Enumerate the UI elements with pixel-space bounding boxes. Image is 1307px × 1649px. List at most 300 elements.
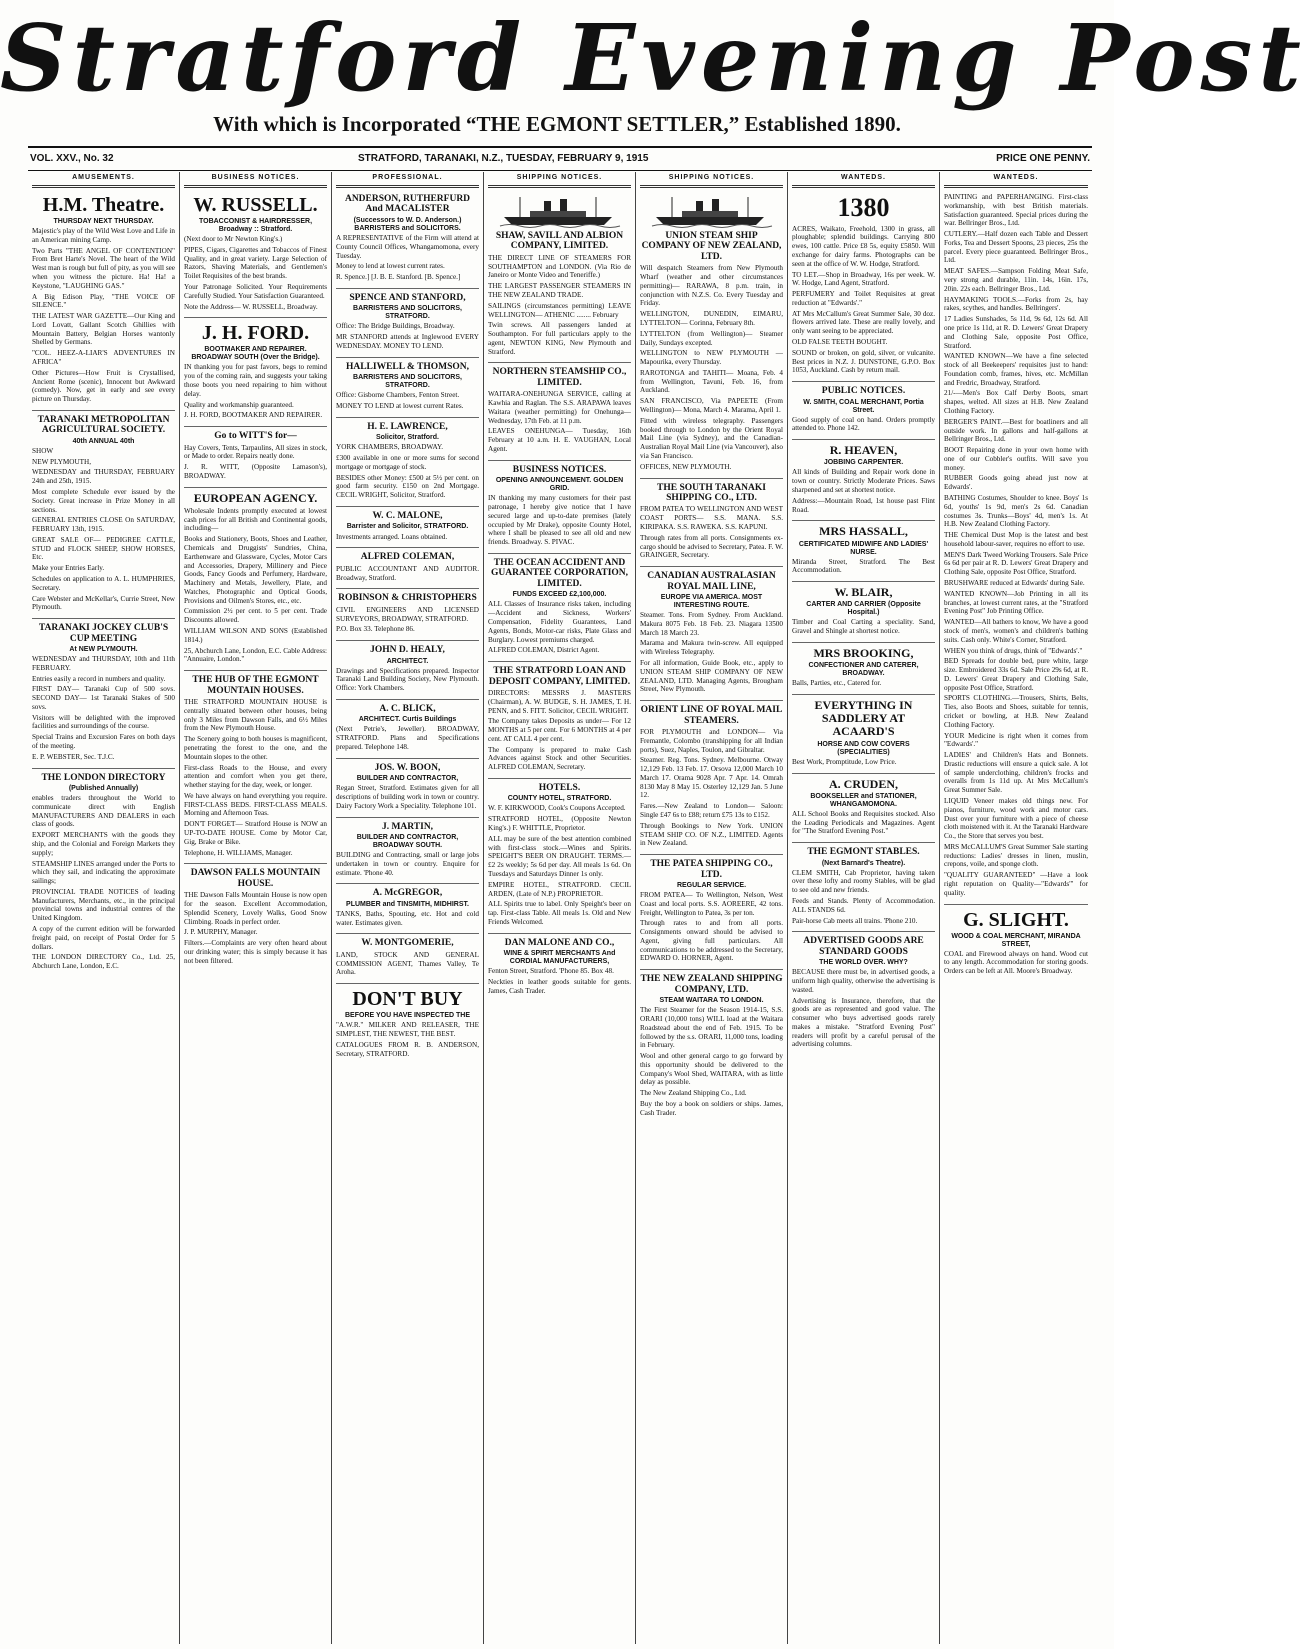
- ad-paragraph: A copy of the current edition will be forwarded freight paid, on receipt of Postal Order for 5 dollars.: [32, 925, 175, 951]
- ad-title: JOHN D. HEALY,: [370, 645, 445, 656]
- advertisement: [336, 418, 479, 507]
- ad-paragraph: WELLINGTON to NEW PLYMOUTH —Mapourika, every Thursday.: [640, 349, 783, 367]
- ad-paragraph: (Next door to Mr Newton King's.): [184, 235, 283, 244]
- newspaper-title: Stratford Evening Post: [0, 4, 1307, 112]
- ad-paragraph: CATALOGUES FROM R. B. ANDERSON, Secretary, STRATFORD.: [336, 1040, 479, 1058]
- ad-paragraph: THE DIRECT LINE OF STEAMERS FOR SOUTHAMPTON and LONDON. (Via Rio de Janeiro or Monte Video and Teneriffe.): [488, 253, 631, 280]
- ad-paragraph: LADIES' and Children's Hats and Bonnets. Drastic reductions will ensure a quick sale. A lot of sample underclothing, children's frocks and overalls from 1s 11d up. At Mrs McCallum's Great Summer Sale.: [944, 751, 1088, 795]
- ad-paragraph: Telephone, H. WILLIAMS, Manager.: [184, 848, 293, 857]
- ad-body: [184, 891, 327, 965]
- advertisement: [336, 289, 479, 358]
- ad-body: [336, 606, 479, 634]
- ad-body: [792, 468, 935, 514]
- ad-subtitle: WINE & SPIRIT MERCHANTS And CORDIAL MANUFACTURERS,: [503, 950, 616, 966]
- ad-paragraph: Your Patronage Solicited. Your Requirements Carefully Studied. Your Satisfaction Guaranteed.: [184, 283, 327, 300]
- ad-paragraph: Through rates to and from all ports. Consignments onward should be advised to Agent, giving full particulars. All communications to be addressed to the Secretary, EDWARD O. HORNER, Agent.: [640, 919, 783, 963]
- ad-paragraph: Note the Address— W. RUSSELL, Broadway.: [184, 302, 318, 311]
- ad-title: THE PATEA SHIPPING CO., LTD.: [650, 859, 773, 880]
- ad-body: [336, 533, 479, 542]
- advertisement: [336, 641, 479, 700]
- column-6: [788, 172, 940, 1644]
- ad-body: [336, 443, 479, 500]
- column-7: [940, 172, 1092, 1644]
- ad-title: ADVERTISED GOODS ARE STANDARD GOODS: [803, 936, 924, 957]
- ad-body: [640, 264, 783, 471]
- ad-paragraph: BRUSHWARE reduced at Edwards' during Sale.: [944, 579, 1085, 588]
- ad-title: J. MARTIN,: [381, 821, 434, 832]
- ad-body: [184, 507, 327, 664]
- ad-paragraph: Good supply of coal on hand. Orders promptly attended to. Phone 142.: [792, 415, 935, 433]
- ad-paragraph: PROVINCIAL TRADE NOTICES of leading Manufacturers, Merchants, etc., in the principal provincial towns and industrial centres of the United Kingdom.: [32, 887, 175, 923]
- ad-paragraph: THE Dawson Falls Mountain House is now open for the season. Excellent Accommodation, Splendid Scenery, Lovely Walks, Good Snow Climbing. Roads in perfect order.: [184, 891, 327, 926]
- ad-paragraph: ALL Spirits true to label. Only Speight's beer on tap. First-class Table. All meals 1s. Old and New Friends Welcomed.: [488, 900, 631, 926]
- ad-title: DON'T BUY: [352, 988, 463, 1011]
- advertisement: [32, 769, 175, 977]
- ad-body: [792, 225, 935, 376]
- ad-paragraph: J. R. WITT, (Opposite Lamason's), BROADWAY.: [184, 463, 327, 480]
- ad-body: [336, 322, 479, 350]
- advertisement: [792, 190, 935, 382]
- advertisement: [32, 190, 175, 411]
- ad-body: [792, 968, 935, 1049]
- advertisement: [640, 479, 783, 568]
- ad-paragraph: THE STRATFORD MOUNTAIN HOUSE is centrally situated between other houses, being only 3 Miles from Dawson Falls, and 6½ Miles from the New Plymouth House.: [184, 698, 327, 733]
- ad-subtitle: STEAM WAITARA TO LONDON.: [659, 997, 764, 1005]
- ad-subtitle: BUILDER AND CONTRACTOR,: [356, 775, 459, 783]
- price: PRICE ONE PENNY.: [996, 153, 1090, 164]
- advertisement: [640, 855, 783, 970]
- ad-title: EVERYTHING IN SADDLERY AT ACAARD'S: [814, 698, 913, 739]
- ad-paragraph: Feeds and Stands. Plenty of Accommodation. ALL STANDS 6d.: [792, 896, 935, 914]
- ad-paragraph: GENERAL ENTRIES CLOSE On SATURDAY, FEBRUARY 13th, 1915.: [32, 516, 175, 534]
- ad-title: G. SLIGHT.: [963, 908, 1069, 931]
- column-heading: AMUSEMENTS.: [72, 174, 135, 181]
- ad-paragraph: CUTLERY.—Half dozen each Table and Dessert Forks, Tea and Dessert Spoons, 23 pieces, 25s the parcel. Every piece guaranteed. Bellringer Bros., Ltd.: [944, 230, 1088, 265]
- ad-body: [184, 698, 327, 857]
- ad-subtitle: WOOD & COAL MERCHANT, MIRANDA STREET,: [951, 932, 1081, 948]
- ad-paragraph: EMPIRE HOTEL, STRATFORD. CECIL ARDEN, (Late of N.P.) PROPRIETOR.: [488, 880, 631, 898]
- ad-paragraph: Majestic's play of the Wild West Love and Life in an American mining Camp.: [32, 227, 175, 244]
- ad-paragraph: Best Work, Promptitude, Low Price.: [792, 757, 897, 766]
- ad-paragraph: Steamer. Reg. Tons. Sydney. Melbourne. Otway 12,129 Feb. 13 Feb. 17. Orsova 12,000 March 10 March 17. Orama 9028 Apr. 7 Apr. 14. Omrah 8130 May 8 May 15. Osterley 12,129 Jan. 5 June 12.: [640, 756, 783, 800]
- ad-paragraph: THE LONDON DIRECTORY Co., Ltd. 25, Abchurch Lane, London, E.C.: [32, 953, 175, 971]
- column-1: [28, 172, 180, 1644]
- ad-paragraph: SAN FRANCISCO, Via PAPEETE (From Wellington)— Mona, March 4. Marama, April 1.: [640, 397, 783, 415]
- ad-paragraph: Most complete Schedule ever issued by the Society. Great increase in Prize Money in all sections.: [32, 487, 175, 514]
- advertisement: [488, 363, 631, 460]
- ad-paragraph: SPORTS CLOTHING.—Trousers, Shirts, Belts, Ties, also Boots and Shoes, suitable for tennis, cricket or bowling, at H.B. New Zealand Clothing Factory.: [944, 694, 1088, 729]
- ad-title: A. CRUDEN,: [829, 776, 898, 791]
- ad-title: H.M. Theatre.: [42, 194, 165, 216]
- ad-subtitle: BOOKSELLER and STATIONER, WHANGAMOMONA.: [810, 792, 917, 808]
- column-heading: WANTEDS.: [993, 174, 1039, 181]
- ad-paragraph: THE LARGEST PASSENGER STEAMERS IN THE NEW ZEALAND TRADE.: [488, 282, 631, 299]
- ad-paragraph: Investments arranged. Loans obtained.: [336, 532, 448, 541]
- ad-subtitle: ARCHITECT. Curtis Buildings: [358, 716, 457, 724]
- ad-paragraph: Books and Stationery, Boots, Shoes and Leather, Chemicals and Druggists' Sundries, China, Earthenware and Glassware, Cycles, Motor Cars and Accessories, Drapery, Millinery and Piece Goods, Fancy Goods and Perfumery, Hardware, Machinery and Metals, Jewellery, Plate, and Watches, Photographic and Optical Goods, Provisions and Oilmen's Stores, etc., etc.: [184, 535, 327, 605]
- ad-paragraph: J. P. MURPHY, Manager.: [184, 928, 258, 937]
- advertisement: [640, 970, 783, 1123]
- ad-paragraph: WANTED KNOWN—Job Printing in all its branches, at lowest current rates, at the "Stratford Evening Post" Job Printing Office.: [944, 589, 1088, 616]
- ad-paragraph: Two Parts "THE ANGEL OF CONTENTION" From Bret Harte's Novel. The heart of the Wild West man is rough but full of pity, as you will see when you witness the picture. Ha! Ha! a Keystone, "LAUGHING GAS.": [32, 246, 175, 290]
- ad-title: DAN MALONE AND CO.,: [504, 937, 615, 948]
- ad-paragraph: WAITARA-ONEHUNGA SERVICE, calling at Kawhia and Raglan. The S.S. ARAPAWA leaves Waitara (weather permitting) for Onehunga— Wednesday, 17th Feb. at 11 p.m.: [488, 390, 631, 425]
- masthead: [0, 0, 1307, 150]
- place-and-date: STRATFORD, TARANAKI, N.Z., TUESDAY, FEBRUARY 9, 1915: [358, 153, 649, 164]
- ad-paragraph: The Company takes Deposits as under— For 12 MONTHS at 5 per cent. For 6 MONTHS at 4 per cent. AT CALL 4 per cent.: [488, 717, 631, 743]
- ad-paragraph: PUBLIC ACCOUNTANT AND AUDITOR. Broadway, Stratford.: [336, 564, 479, 582]
- ad-paragraph: The New Zealand Shipping Co., Ltd.: [640, 1089, 747, 1098]
- advertisement: [336, 818, 479, 885]
- ad-paragraph: Regan Street, Stratford. Estimates given for all descriptions of building work in town or country. Dairy Factory Work a Speciality. Telephone 101.: [336, 784, 479, 810]
- advertisement: [488, 779, 631, 934]
- dateline: [28, 146, 1092, 171]
- ad-subtitle: CARTER AND CARRIER (Opposite Hospital.): [806, 601, 921, 617]
- advertisement: [792, 643, 935, 695]
- ad-paragraph: BESIDES other Money: £500 at 5½ per cent. on good farm security. £150 on 2nd Mortgage. CECIL WRIGHT, Solicitor, Stratford.: [336, 473, 479, 500]
- ad-paragraph: 17 Ladies Sunshades, 5s 11d, 9s 6d, 12s 6d. All one price 1s 11d, at R. D. Lewers' Great Drapery and Clothing Sale, opposite Post Office, Stratford.: [944, 315, 1088, 350]
- ad-body: [488, 494, 631, 547]
- ad-paragraph: CIVIL ENGINEERS AND LICENSED SURVEYORS, BROADWAY, STRATFORD.: [336, 605, 479, 623]
- ad-paragraph: ALL may be sure of the best attention combined with first-class stock.—Wines and Spirits. SPEIGHT'S BEER ON DRAUGHT. TERMS.—£2 2s weekly; 5s 6d per day. All meals 1s 6d. On Tuesdays and Saturdays Dinner 1s only.: [488, 834, 631, 878]
- ad-body: [336, 667, 479, 693]
- ad-subtitle: (Next Barnard's Theatre).: [821, 859, 906, 867]
- ad-body: [792, 558, 935, 576]
- ad-subtitle: BARRISTERS AND SOLICITORS, STRATFORD.: [353, 305, 462, 321]
- advertisement: [336, 190, 479, 289]
- advertisement: [640, 701, 783, 855]
- ad-body: [32, 227, 175, 404]
- ad-body: [336, 910, 479, 928]
- ad-title: TARANAKI JOCKEY CLUB'S CUP MEETING: [38, 623, 169, 644]
- advertisement: [488, 461, 631, 554]
- newspaper-subtitle: With which is Incorporated “THE EGMONT SETTLER,” Established 1890.: [213, 112, 901, 136]
- ad-title: ORIENT LINE OF ROYAL MAIL STEAMERS.: [640, 705, 783, 726]
- ad-paragraph: First-class Roads to the House, and every attention and comfort when you get there, whether staying for the day, week, or longer.: [184, 763, 327, 790]
- ad-title: EUROPEAN AGENCY.: [193, 490, 318, 505]
- ad-paragraph: "QUALITY GUARANTEED" —Have a look right reputation on Quality—"Edwards'" for quality.: [944, 871, 1088, 897]
- column-heading: SHIPPING NOTICES.: [516, 174, 603, 181]
- ad-paragraph: RUBBER Goods going ahead just now at Edwards'.: [944, 474, 1088, 492]
- steamship-icon: [500, 195, 620, 229]
- ad-paragraph: W. F. KIRKWOOD, Cook's Coupons Accepted.: [488, 804, 626, 813]
- ad-paragraph: For all information, Guide Book, etc., apply to UNION STEAM SHIP COMPANY OF NEW ZEALAND, LTD. Managing Agents, Brougham Street, New Plymouth.: [640, 658, 783, 694]
- ad-paragraph: EXPORT MERCHANTS with the goods they ship, and the Colonial and Foreign Markets they supply;: [32, 831, 175, 857]
- ad-title: THE STRATFORD LOAN AND DEPOSIT COMPANY, LIMITED.: [488, 666, 631, 687]
- ad-paragraph: £300 available in one or more sums for second mortgage or mortgage of stock.: [336, 454, 479, 471]
- ad-subtitle: TOBACCONIST & HAIRDRESSER, Broadway :: Stratford.: [198, 218, 313, 234]
- ad-subtitle: HORSE AND COW COVERS (SPECIALITIES): [817, 740, 910, 756]
- advertisement: [184, 427, 327, 488]
- ad-subtitle: BOOTMAKER AND REPAIRER. BROADWAY SOUTH (Over the Bridge).: [191, 346, 320, 362]
- ad-subtitle: CERTIFICATED MIDWIFE AND LADIES' NURSE.: [798, 540, 929, 556]
- ad-title: SHAW, SAVILL AND ALBION COMPANY, LIMITED.: [495, 231, 624, 252]
- ad-paragraph: Wholesale Indents promptly executed at lowest cash prices for all British and Continental goods, including—: [184, 506, 327, 533]
- ad-title: HOTELS.: [538, 782, 581, 793]
- ad-paragraph: MRS McCALLUM'S Great Summer Sale starting reductions: Ladies' dresses in linen, muslin, crepons, voile, and sponge cloth.: [944, 842, 1088, 869]
- ad-paragraph: NEW PLYMOUTH,: [32, 457, 92, 466]
- ad-paragraph: Quality and workmanship guaranteed.: [184, 400, 294, 409]
- ad-paragraph: The Company is prepared to make Cash Advances against Stock and other Securities. ALFRED COLEMAN, Secretary.: [488, 745, 631, 772]
- ad-paragraph: ALFRED COLEMAN, District Agent.: [488, 646, 600, 655]
- ad-title: W. BLAIR,: [834, 585, 893, 600]
- ad-title: THE OCEAN ACCIDENT AND GUARANTEE CORPORATION, LIMITED.: [490, 558, 629, 589]
- ad-body: [792, 416, 935, 434]
- ad-paragraph: FROM PATEA TO WELLINGTON AND WEST COAST PORTS— S.S. MANA. S.S. KIRIPAKA. S.S. RAWEKA. S.S. KAPUNI.: [640, 505, 783, 531]
- ad-paragraph: Advertising is Insurance, therefore, that the goods are as represented and good value. The consumer who buys advertised goods rarely makes a mistake. "Stratford Evening Post" readers will profit by a careful perusal of the advertising columns.: [792, 996, 935, 1049]
- ad-paragraph: ALL School Books and Requisites stocked. Also the Leading Periodicals and Magazines. Agent for "The Stratford Evening Post.": [792, 809, 935, 836]
- ad-subtitle: PLUMBER and TINSMITH, MIDHIRST.: [346, 900, 469, 908]
- advertisement: [336, 759, 479, 818]
- ad-paragraph: WILLIAM WILSON AND SONS (Established 1814.): [184, 627, 327, 644]
- advertisement: [184, 488, 327, 671]
- column-heading: WANTEDS.: [841, 174, 886, 181]
- ad-paragraph: Commission 2½ per cent. to 5 per cent. Trade Discounts allowed.: [184, 607, 327, 625]
- ad-paragraph: YOUR Medicine is right when it comes from "Edwards'.": [944, 731, 1088, 749]
- ad-title: THE EGMONT STABLES.: [807, 847, 920, 858]
- ad-paragraph: Timber and Coal Carting a speciality. Sand, Gravel and Shingle at shortest notice.: [792, 618, 935, 636]
- ad-paragraph: Address:—Mountain Road, 1st house past Flint Road.: [792, 496, 935, 514]
- advertisement: [944, 190, 1088, 905]
- advertisement: [32, 411, 175, 619]
- column-2: [180, 172, 332, 1644]
- ad-subtitle: JOBBING CARPENTER.: [823, 459, 904, 467]
- ad-subtitle: (Successors to W. D. Anderson.) BARRISTERS and SOLICITORS.: [353, 216, 462, 232]
- ad-paragraph: SAILINGS (circumstances permitting) LEAVE WELLINGTON— ATHENIC ........ February: [488, 301, 631, 319]
- ad-paragraph: PAINTING and PAPERHANGING. First-class workmanship, with best British materials. Satisfaction guaranteed. Special prices during the war. Bellringer Bros., Ltd.: [944, 193, 1088, 228]
- ad-body: [336, 565, 479, 583]
- ad-paragraph: IN thanking you for past favors, begs to remind you of the coming rain, and suggests your taking those boots you need repairing to him without delay.: [184, 363, 327, 398]
- advertisement: [336, 884, 479, 934]
- ad-subtitle: ARCHITECT.: [386, 657, 429, 665]
- advertisement: [640, 567, 783, 701]
- column-4: [484, 172, 636, 1644]
- ad-body: [336, 234, 479, 282]
- advertisement: [792, 843, 935, 932]
- ad-paragraph: OFFICES, NEW PLYMOUTH.: [640, 462, 732, 471]
- ad-body: [488, 254, 631, 357]
- ad-paragraph: enables traders throughout the World to communicate direct with English MANUFACTURERS AND DEALERS in each class of goods.: [32, 794, 175, 829]
- advertisement: [488, 554, 631, 662]
- ad-paragraph: The First Steamer for the Season 1914-15, S.S. ORARI (10,000 tons) WILL load at the Waitara Roadstead about the end of Feb. 1915. To be followed by the s.s. ORARI, 11,000 tons, loading in February.: [640, 1006, 783, 1050]
- ad-paragraph: LAND, STOCK AND GENERAL COMMISSION AGENT, Thames Valley, Te Aroha.: [336, 950, 479, 977]
- column-5: [636, 172, 788, 1644]
- ad-paragraph: PERFUMERY and Toilet Requisites at great reduction at "Edwards'.": [792, 290, 935, 307]
- ad-paragraph: BOOT Repairing done in your own home with one of our Cobbler's outfits. Will save you money.: [944, 446, 1088, 472]
- ad-paragraph: LYTTELTON (from Wellington)— Steamer Daily, Sundays excepted.: [640, 329, 783, 347]
- ad-title: THE LONDON DIRECTORY: [41, 772, 166, 783]
- ad-paragraph: Schedules on application to A. L. HUMPHRIES, Secretary.: [32, 574, 175, 592]
- ad-title: R. HEAVEN,: [829, 443, 898, 458]
- ad-title: MRS BROOKING,: [813, 646, 914, 661]
- ad-body: [944, 193, 1088, 898]
- ad-title: W. MONTGOMERIE,: [361, 938, 454, 949]
- ad-paragraph: Entries easily a record in numbers and quality.: [32, 674, 166, 683]
- ad-paragraph: AT Mrs McCallum's Great Summer Sale, 30 doz. flowers arrived late. These are really lovely, and only want seeing to be appreciated.: [792, 309, 935, 336]
- ad-paragraph: Drawings and Specifications prepared. Inspector Taranaki Land Building Society, New Plymouth. Office: York Chambers.: [336, 666, 479, 693]
- ad-title: TARANAKI METROPOLITAN AGRICULTURAL SOCIETY.: [37, 414, 170, 436]
- ad-paragraph: WEDNESDAY and THURSDAY, FEBRUARY 24th and 25th, 1915.: [32, 468, 175, 486]
- ad-paragraph: STEAMSHIP LINES arranged under the Ports to which they sail, and indicating the approximate sailings;: [32, 859, 175, 886]
- advertisement: [336, 548, 479, 589]
- ad-subtitle: (Published Annually): [68, 785, 139, 793]
- ad-title: W. C. MALONE,: [372, 511, 443, 522]
- ad-subtitle: BUILDER AND CONTRACTOR, BROADWAY SOUTH.: [356, 833, 459, 850]
- advertisement: [944, 905, 1088, 982]
- ad-body: [32, 794, 175, 971]
- ad-body: [640, 1006, 783, 1117]
- advertisement: [792, 382, 935, 440]
- advertisement: [488, 934, 631, 1002]
- ad-title: MRS HASSALL,: [819, 524, 908, 539]
- ad-body: [336, 391, 479, 411]
- ad-subtitle: FUNDS EXCEED £2,100,000.: [512, 591, 607, 599]
- ad-title: BUSINESS NOTICES.: [512, 464, 607, 475]
- steamship-icon: [652, 195, 772, 229]
- ad-paragraph: Balls, Parties, etc., Catered for.: [792, 679, 882, 688]
- ad-paragraph: Office: The Bridge Buildings, Broadway.: [336, 322, 455, 331]
- ad-body: [184, 444, 327, 481]
- ad-subtitle: CONFECTIONER AND CATERER, BROADWAY.: [808, 662, 919, 678]
- ad-paragraph: Fitted with wireless telegraphy. Passengers booked through to London by the Orient Royal Mail Line (via Sydney), and the Canadian-Australian Royal Mail Line (via Vancouver), also via San Francisco.: [640, 416, 783, 460]
- ad-title: JOS. W. BOON,: [374, 762, 441, 773]
- ad-title: H. E. LAWRENCE,: [367, 421, 448, 432]
- ad-body: [336, 1021, 479, 1058]
- ad-paragraph: ALL Classes of Insurance risks taken, including—Accident and Sickness, Workers' Compensation, Fidelity Guarantees, Land Agents, Bonds, Motor-car risks, Plate Glass and Burglary. Lowest premiums charged.: [488, 600, 631, 644]
- ad-title: HALLIWELL & THOMSON,: [345, 361, 470, 372]
- ad-title: ALFRED COLEMAN,: [360, 552, 455, 563]
- ad-body: [488, 967, 631, 995]
- advertisement: [184, 190, 327, 318]
- ad-paragraph: RAROTONGA and TAHITI— Moana, Feb. 4 from Wellington, Tavuni, Feb. 16, from Auckland.: [640, 368, 783, 395]
- ad-paragraph: Twin screws. All passengers landed at Southampton. For full particulars apply to the agent, NEWTON KING, New Plymouth and Stratford.: [488, 321, 631, 356]
- ad-subtitle: Barrister and Solicitor, STRATFORD.: [346, 523, 469, 531]
- ad-paragraph: FIRST DAY— Taranaki Cup of 500 sovs. SECOND DAY— 1st Taranaki Stakes of 500 sovs.: [32, 685, 175, 711]
- ad-paragraph: (Next Petrie's, Jeweller). BROADWAY, STRATFORD. Plans and Specifications prepared. Telephone 148.: [336, 725, 479, 751]
- ad-subtitle: BARRISTERS AND SOLICITORS, STRATFORD.: [353, 374, 462, 390]
- ad-paragraph: WANTED KNOWN—We have a fine selected stock of all Beekeepers' requisites just to hand: Foundation comb, frames, hives, etc. McMillan and Fredric, Broadway, Stratford.: [944, 352, 1088, 387]
- ad-paragraph: MEN'S Dark Tweed Working Trousers. Sale Price 6s 6d per pair at R. D. Lewers' Great Drapery and Clothing Sale, opposite Post Office, Stratford.: [944, 550, 1088, 577]
- ad-paragraph: TO LET.—Shop in Broadway, 16s per week. W. W. Hodge, Land Agent, Stratford.: [792, 270, 935, 288]
- ad-paragraph: BUILDING and Contracting, small or large jobs undertaken in town or country. Enquire for estimate. 'Phone 40.: [336, 851, 479, 877]
- ad-title: 1380: [837, 193, 890, 222]
- advertisement: [792, 582, 935, 643]
- ad-paragraph: THE LATEST WAR GAZETTE—Our King and Lord Lovatt, Gallant Scotch Ghillies with Mountain Battery, Belgian Horses wantonly Shelled by Germans.: [32, 312, 175, 347]
- column-heading: BUSINESS NOTICES.: [211, 174, 300, 181]
- ad-body: [336, 784, 479, 810]
- ad-body: [336, 951, 479, 977]
- ad-paragraph: THE Chemical Dust Mop is the latest and best household labour-saver, requires no effort to use.: [944, 531, 1088, 548]
- ad-paragraph: SOUND or broken, on gold, silver, or vulcanite. Best prices in N.Z. J. DUNSTONE, G.P.O. Box 1053, Auckland. Cash by return mail.: [792, 348, 935, 375]
- ad-paragraph: "COL. HEEZ-A-LIAR'S ADVENTURES IN AFRICA": [32, 349, 175, 366]
- ad-title: THE NEW ZEALAND SHIPPING COMPANY, LTD.: [640, 974, 783, 995]
- ad-paragraph: BECAUSE there must be, in advertised goods, a uniform high quality, otherwise the advertising is wasted.: [792, 968, 935, 994]
- ad-paragraph: E. P. WEBSTER, Sec. T.J.C.: [32, 752, 115, 761]
- ad-paragraph: J. H. FORD, BOOTMAKER AND REPAIRER.: [184, 411, 323, 420]
- ad-title: ANDERSON, RUTHERFURD And MACALISTER: [344, 194, 471, 215]
- ad-body: [640, 891, 783, 963]
- ad-paragraph: Money to lend at lowest current rates.: [336, 262, 445, 271]
- ad-subtitle: At NEW PLYMOUTH.: [69, 645, 138, 653]
- ad-title: UNION STEAM SHIP COMPANY OF NEW ZEALAND, LTD.: [641, 231, 782, 262]
- ad-body: [792, 679, 935, 688]
- ad-subtitle: EUROPE VIA AMERICA. MOST INTERESTING ROUTE.: [660, 593, 763, 609]
- ad-paragraph: Office: Gisborne Chambers, Fenton Street.: [336, 391, 460, 400]
- ad-paragraph: WEDNESDAY and THURSDAY, 10th and 11th FEBRUARY.: [32, 655, 175, 672]
- ad-body: [184, 363, 327, 420]
- volume-number: VOL. XXV., No. 32: [30, 153, 114, 164]
- ad-paragraph: OLD FALSE TEETH BOUGHT.: [792, 337, 888, 346]
- ad-body: [32, 447, 175, 612]
- ad-paragraph: BED Spreads for double bed, pure white, large size. Embroidered 33s 6d. Sale Price 29s 6d, at R. D. Lewers' Great Drapery and Clothing Sale, opposite Post Office, Stratford.: [944, 657, 1088, 692]
- ad-paragraph: A REPRESENTATIVE of the Firm will attend at County Council Offices, Whangamomona, every Tuesday.: [336, 233, 479, 260]
- advertisement: [792, 774, 935, 844]
- ad-body: [792, 758, 935, 767]
- ad-body: [640, 505, 783, 560]
- advertisement: [336, 358, 479, 418]
- ad-body: [488, 804, 631, 926]
- advertisement: [336, 589, 479, 641]
- columns: [28, 172, 1092, 1644]
- ad-body: [488, 689, 631, 772]
- ad-title: A. McGREGOR,: [372, 888, 443, 899]
- ad-title: NORTHERN STEAMSHIP CO., LIMITED.: [492, 367, 627, 388]
- ad-title: SPENCE AND STANFORD,: [349, 292, 466, 303]
- ad-paragraph: Will despatch Steamers from New Plymouth Wharf (weather and other circumstances permitting)— RARAWA, 8 p.m. train, in conjunction with N.Z.S. Co. Every Tuesday and Friday.: [640, 264, 783, 308]
- ad-body: [184, 235, 327, 311]
- advertisement: [336, 984, 479, 1064]
- ad-paragraph: MONEY TO LEND at lowest current Rates.: [336, 402, 464, 411]
- ad-paragraph: 21/-—Men's Box Calf Derby Boots, smart shapes, welted. All sizes at H.B. New Zealand Clothing Factory.: [944, 389, 1088, 415]
- advertisement: [336, 700, 479, 759]
- ad-paragraph: Through rates from all ports. Consignments ex-cargo should be advised to Secretary, Patea. F. W. GRAINGER, Secretary.: [640, 533, 783, 560]
- ad-paragraph: Through Bookings to New York. UNION STEAM SHIP CO. OF N.Z., LIMITED. Agents in New Zealand.: [640, 821, 783, 848]
- ad-body: [336, 725, 479, 751]
- ad-paragraph: Special Trains and Excursion Fares on both days of the meeting.: [32, 733, 175, 751]
- ad-paragraph: We have always on hand everything you require. FIRST-CLASS BEDS. FIRST-CLASS MEALS. Morning and Afternoon Teas.: [184, 791, 327, 818]
- ad-paragraph: Steamer. Tons. From Sydney. From Auckland. Makura 8075 Feb. 18 Feb. 23. Niagara 13500 March 18 March 23.: [640, 611, 783, 637]
- ad-subtitle: THURSDAY NEXT THURSDAY.: [53, 218, 154, 225]
- ad-body: [792, 810, 935, 836]
- ad-paragraph: COAL and Firewood always on hand. Wood cut to any length. Accommodation for storing goods. Orders can be left at All. Moore's Broadway.: [944, 949, 1088, 976]
- advertisement: [792, 695, 935, 773]
- ad-paragraph: 25, Abchurch Lane, London, E.C. Cable Address: "Annuaire, London.": [184, 646, 327, 664]
- ad-title: ROBINSON & CHRISTOPHERS: [338, 593, 477, 604]
- ad-paragraph: DIRECTORS: MESSRS J. MASTERS (Chairman), A. W. BUDGE, S. H. JAMES, T. H. PENN, and S. FITT. Solicitor, CECIL WRIGHT.: [488, 688, 631, 715]
- advertisement: [184, 671, 327, 864]
- advertisement: [336, 934, 479, 984]
- ad-subtitle: REGULAR SERVICE.: [676, 881, 747, 889]
- ad-paragraph: Pair-horse Cab meets all trains. 'Phone 210.: [792, 916, 918, 925]
- ad-title: PUBLIC NOTICES.: [821, 386, 906, 397]
- ad-subtitle: W. SMITH, COAL MERCHANT, Portia Street.: [803, 398, 924, 414]
- ad-paragraph: FROM PATEA— To Wellington, Nelson, West Coast and local ports. S.S. AOREERE, 42 tons. Freight, Wellington to Patea, 3s per ton.: [640, 891, 783, 917]
- ad-paragraph: DON'T FORGET— Stratford House is NOW an UP-TO-DATE HOUSE. Come by Motor Car, Gig, Brake or Bike.: [184, 820, 327, 846]
- advertisement: [792, 440, 935, 521]
- ad-paragraph: WELLINGTON, DUNEDIN, EIMARU, LYTTELTON— Corinna, February 8th.: [640, 310, 783, 327]
- ad-paragraph: WHEN you think of drugs, think of "Edwards'.": [944, 646, 1083, 655]
- ad-paragraph: FOR PLYMOUTH and LONDON— Via Fremantle, Colombo (transhipping for all Indian ports), Suez, Naples, Toulon, and Gibraltar.: [640, 727, 783, 754]
- advertisement: [640, 190, 783, 479]
- ad-paragraph: MEAT SAFES.—Sampson Folding Meat Safe, very strong and durable, 11in. 14s, 16in. 17s, 20in. 22s each. Bellringer Bros., Ltd.: [944, 267, 1088, 293]
- ad-title: W. RUSSELL.: [193, 194, 318, 216]
- ad-body: [488, 390, 631, 453]
- ad-paragraph: P.O. Box 33. Telephone 86.: [336, 625, 415, 634]
- ad-paragraph: IN thanking my many customers for their past patronage, I hereby give notice that I have secured large and up-to-date premises (lately occupied by Mr Drake), opposite County Hotel, where I shall be pleased to see all old and new friends. Broadway. S. PIVAC.: [488, 494, 631, 547]
- ad-paragraph: Hay Covers, Tents, Tarpaulins, All sizes in stock, or Made to order. Repairs neatly done.: [184, 443, 327, 461]
- ad-paragraph: R. Spence.] [J. B. E. Stanford. [B. Spence.]: [336, 273, 461, 282]
- ad-paragraph: LIQUID Veneer makes old things new. For pianos, furniture, wood work and motor cars. Dust over your furniture with a piece of cheese cloth moistened with it. At the Taranaki Hardware Co., the Store that serves you best.: [944, 797, 1088, 841]
